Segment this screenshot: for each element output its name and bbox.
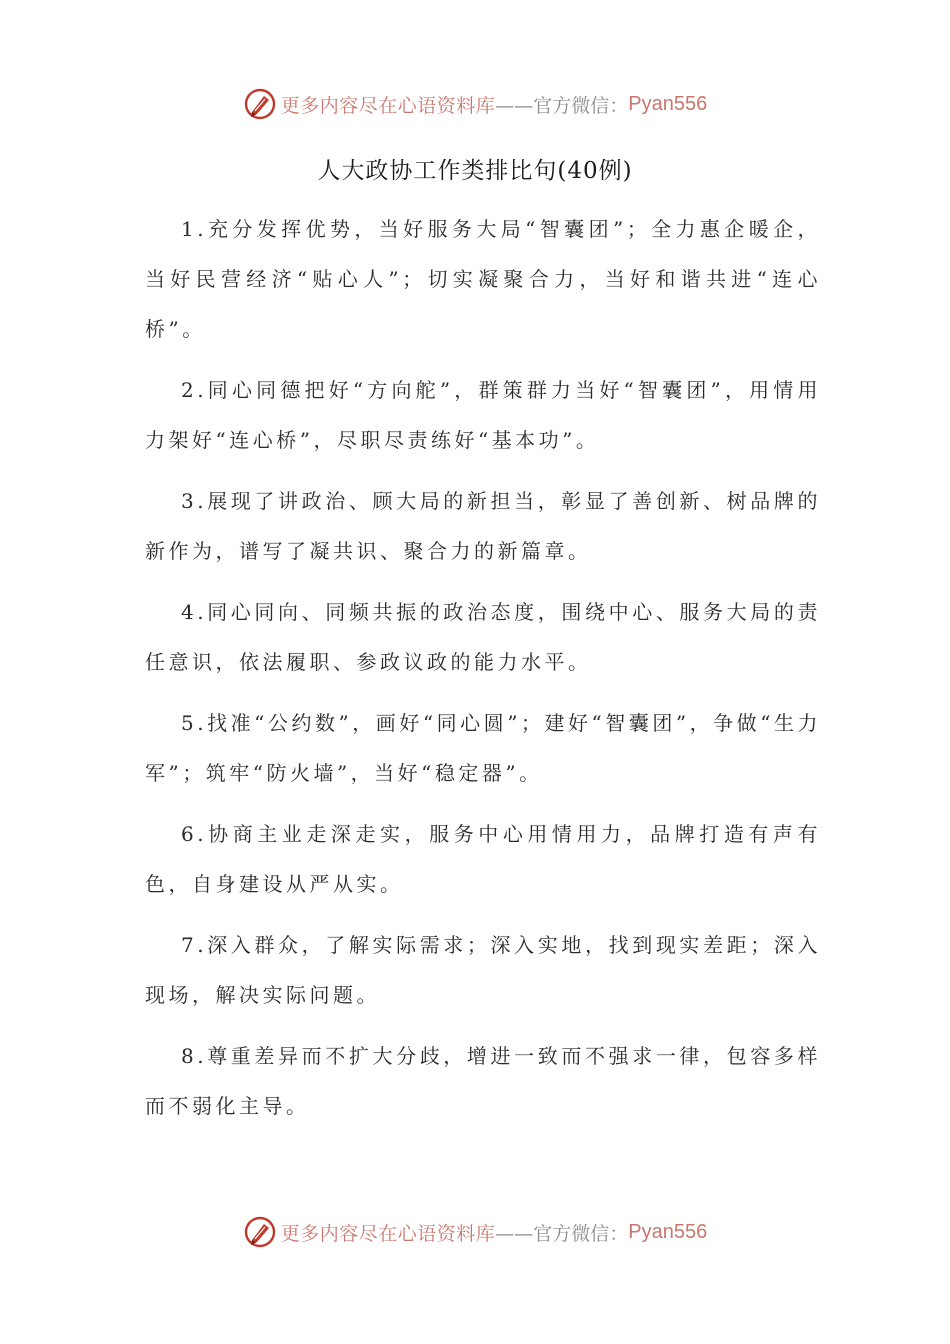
banner-main-text: 更多内容尽在心语资料库 bbox=[280, 94, 496, 117]
list-item: 5.找准“公约数”，画好“同心圆”；建好“智囊团”，争做“生力军”；筑牢“防火墙”，当好“稳定器”。 bbox=[145, 711, 821, 785]
list-item: 4.同心同向、同频共振的政治态度，围绕中心、服务大局的责任意识，依法履职、参政议政的能力水平。 bbox=[145, 600, 821, 674]
banner-sub-text: ——官方微信： bbox=[495, 94, 629, 117]
pen-nib-logo-icon bbox=[243, 1215, 277, 1249]
list-item: 1.充分发挥优势，当好服务大局“智囊团”；全力惠企暖企，当好民营经济“贴心人”；切实凝聚合力，当好和谐共进“连心桥”。 bbox=[145, 217, 821, 341]
footer-banner bbox=[0, 1212, 950, 1252]
list-item: 7.深入群众，了解实际需求；深入实地，找到现实差距；深入现场，解决实际问题。 bbox=[145, 933, 821, 1007]
banner-wechat-id: Pyan556 bbox=[628, 1220, 708, 1243]
list-item: 2.同心同德把好“方向舵”，群策群力当好“智囊团”，用情用力架好“连心桥”，尽职尽责练好“基本功”。 bbox=[145, 378, 821, 452]
banner-wechat-id: Pyan556 bbox=[628, 92, 708, 115]
list-item: 3.展现了讲政治、顾大局的新担当，彰显了善创新、树品牌的新作为，谱写了凝共识、聚合力的新篇章。 bbox=[145, 489, 821, 563]
page-title: 人大政协工作类排比句(40例) bbox=[317, 158, 633, 184]
sentence-list bbox=[145, 204, 821, 1142]
header-banner bbox=[0, 84, 950, 124]
pen-nib-logo-icon bbox=[243, 87, 277, 121]
list-item: 6.协商主业走深走实，服务中心用情用力，品牌打造有声有色，自身建设从严从实。 bbox=[145, 822, 821, 896]
list-item: 8.尊重差异而不扩大分歧，增进一致而不强求一律，包容多样而不弱化主导。 bbox=[145, 1044, 821, 1118]
banner-sub-text: ——官方微信： bbox=[495, 1222, 629, 1245]
banner-main-text: 更多内容尽在心语资料库 bbox=[280, 1222, 496, 1245]
